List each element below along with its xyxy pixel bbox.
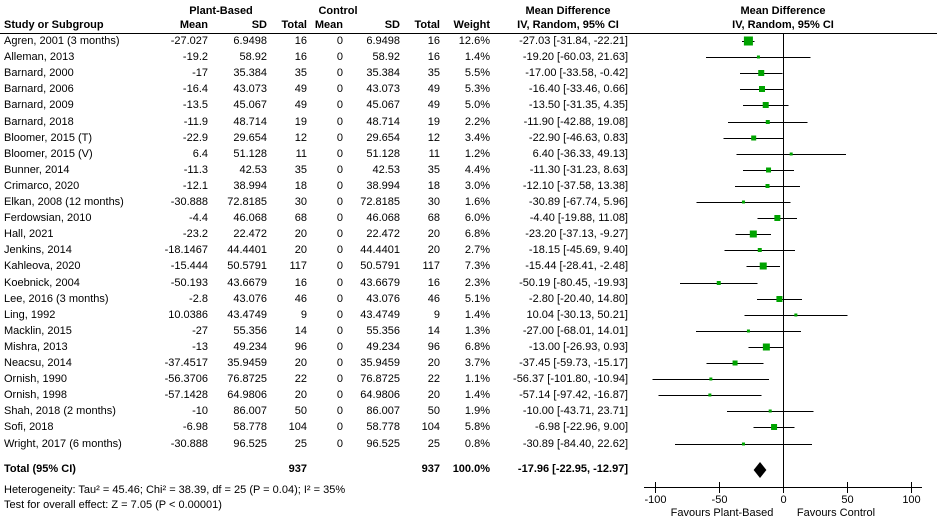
mean2-cell: 0 [336, 131, 343, 144]
sd1-cell: 35.9459 [227, 357, 267, 369]
sd1-cell: 22.472 [233, 228, 267, 241]
weight-cell: 6.8% [464, 228, 490, 241]
effect-square-marker [744, 37, 753, 46]
sd1-cell: 50.5791 [227, 260, 267, 273]
ci-cell: -27.03 [-31.84, -22.21] [519, 35, 628, 47]
sd2-cell: 48.714 [366, 115, 400, 128]
weight-cell: 12.6% [458, 35, 490, 47]
n2-cell: 18 [427, 179, 440, 192]
study-name-cell: Kahleova, 2020 [4, 260, 81, 273]
ctrl-sd-header: SD [384, 19, 400, 31]
n2-cell: 14 [427, 324, 440, 337]
ci-cell: -13.50 [-31.35, 4.35] [528, 99, 628, 112]
effect-square-marker [742, 443, 745, 446]
total-weight: 100.0% [452, 463, 490, 475]
effect-square-marker [774, 215, 780, 221]
effect-square-marker [751, 136, 756, 141]
mean2-cell: 0 [336, 115, 343, 128]
n2-cell: 16 [427, 276, 440, 289]
weight-cell: 1.9% [464, 405, 490, 418]
mean1-cell: -30.888 [170, 196, 208, 208]
mean2-cell: 0 [336, 196, 343, 208]
mean2-cell: 0 [336, 276, 343, 289]
sd1-cell: 72.8185 [227, 196, 267, 208]
sd2-cell: 64.9806 [360, 389, 400, 402]
n2-cell: 68 [427, 212, 440, 225]
sd1-cell: 43.073 [233, 83, 267, 96]
n1-cell: 12 [294, 131, 307, 144]
mean2-cell: 0 [336, 35, 343, 47]
ci-cell: -10.00 [-43.71, 23.71] [522, 405, 628, 418]
sd1-cell: 58.778 [233, 421, 267, 434]
n2-cell: 20 [427, 357, 440, 369]
mean1-cell: -2.8 [189, 292, 208, 305]
sd2-cell: 43.6679 [360, 276, 400, 289]
study-name-cell: Macklin, 2015 [4, 324, 72, 337]
sd2-cell: 6.9498 [366, 35, 400, 47]
ci-cell: -13.00 [-26.93, 0.93] [528, 340, 628, 353]
weight-cell: 5.0% [464, 99, 490, 112]
n2-cell: 30 [427, 196, 440, 208]
mean1-cell: -13 [192, 340, 208, 353]
mean1-cell: -57.1428 [164, 389, 208, 402]
x-axis-tick-label: 50 [841, 494, 854, 506]
weight-cell: 2.2% [464, 115, 490, 128]
sd2-cell: 50.5791 [360, 260, 400, 273]
ci-cell: -37.45 [-59.73, -15.17] [519, 357, 628, 369]
n2-cell: 20 [427, 244, 440, 257]
weight-cell: 1.4% [464, 308, 490, 321]
weight-cell: 1.3% [464, 324, 490, 337]
mean1-cell: -6.98 [182, 421, 208, 434]
mean1-cell: -16.4 [182, 83, 208, 96]
study-name-cell: Agren, 2001 (3 months) [4, 35, 120, 47]
effect-square-marker [766, 120, 770, 124]
sd2-cell: 42.53 [372, 163, 400, 176]
sd1-cell: 43.4749 [227, 308, 267, 321]
n1-cell: 9 [300, 308, 307, 321]
ci-cell: 10.04 [-30.13, 50.21] [526, 308, 628, 321]
n1-cell: 22 [294, 373, 307, 386]
ci-cell: -18.15 [-45.69, 9.40] [528, 244, 628, 257]
weight-cell: 2.3% [464, 276, 490, 289]
n2-cell: 46 [427, 292, 440, 305]
effect-square-marker [760, 263, 767, 270]
mean2-cell: 0 [336, 83, 343, 96]
mean2-cell: 0 [336, 244, 343, 257]
sd1-cell: 64.9806 [227, 389, 267, 402]
sd2-cell: 46.068 [366, 212, 400, 225]
study-name-cell: Barnard, 2009 [4, 99, 74, 112]
ci-cell: -16.40 [-33.46, 0.66] [528, 83, 628, 96]
study-name-cell: Ornish, 1998 [4, 389, 67, 402]
sd2-cell: 43.076 [366, 292, 400, 305]
weight-cell: 1.4% [464, 51, 490, 64]
sd1-cell: 38.994 [233, 179, 267, 192]
mean1-cell: 10.0386 [168, 308, 208, 321]
mean2-cell: 0 [336, 51, 343, 64]
sd2-cell: 22.472 [366, 228, 400, 241]
study-name-cell: Lee, 2016 (3 months) [4, 292, 109, 305]
sd2-cell: 44.4401 [360, 244, 400, 257]
ci-cell: -12.10 [-37.58, 13.38] [522, 179, 628, 192]
n2-cell: 35 [427, 163, 440, 176]
sd1-cell: 43.076 [233, 292, 267, 305]
mean2-cell: 0 [336, 308, 343, 321]
n2-cell: 16 [427, 35, 440, 47]
effect-square-marker [766, 168, 771, 173]
sd2-cell: 58.92 [372, 51, 400, 64]
sd1-cell: 76.8725 [227, 373, 267, 386]
effect-square-marker [766, 184, 770, 188]
mean2-cell: 0 [336, 179, 343, 192]
ci-cell: -22.90 [-46.63, 0.83] [528, 131, 628, 144]
effect-square-marker [771, 424, 777, 430]
mean1-cell: -15.444 [170, 260, 208, 273]
study-name-cell: Hall, 2021 [4, 228, 54, 241]
mean1-cell: -13.5 [182, 99, 208, 112]
mean1-cell: -4.4 [189, 212, 208, 225]
study-name-cell: Ornish, 1990 [4, 373, 67, 386]
mean1-cell: -27.027 [170, 35, 208, 47]
ci-cell: -56.37 [-101.80, -10.94] [513, 373, 628, 386]
n1-cell: 20 [294, 389, 307, 402]
n2-cell: 19 [427, 115, 440, 128]
sd2-cell: 58.778 [366, 421, 400, 434]
study-name-cell: Barnard, 2018 [4, 115, 74, 128]
mean2-cell: 0 [336, 228, 343, 241]
n2-cell: 20 [427, 389, 440, 402]
effect-square-marker [747, 330, 750, 333]
n1-cell: 14 [294, 324, 307, 337]
sd1-cell: 48.714 [233, 115, 267, 128]
effect-square-marker [763, 344, 770, 351]
n1-cell: 20 [294, 228, 307, 241]
weight-cell: 1.4% [464, 389, 490, 402]
n2-cell: 96 [427, 340, 440, 353]
sd1-cell: 49.234 [233, 340, 267, 353]
study-name-cell: Bloomer, 2015 (V) [4, 147, 93, 160]
sd1-cell: 43.6679 [227, 276, 267, 289]
effect-square-marker [790, 153, 793, 156]
favours-right-label: Favours Control [796, 507, 876, 519]
weight-cell: 1.2% [464, 147, 490, 160]
mean1-cell: -17 [192, 67, 208, 80]
favours-left-label: Favours Plant-Based [670, 507, 774, 519]
effect-square-marker [733, 361, 738, 366]
sd1-cell: 86.007 [233, 405, 267, 418]
n2-cell: 9 [433, 308, 440, 321]
mean2-cell: 0 [336, 212, 343, 225]
x-axis-tick-label: -50 [711, 494, 728, 506]
study-name-cell: Barnard, 2006 [4, 83, 74, 96]
total-ctrl-n: 937 [421, 463, 440, 475]
study-name-cell: Neacsu, 2014 [4, 357, 72, 369]
n1-cell: 46 [294, 292, 307, 305]
n1-cell: 104 [288, 421, 307, 434]
study-name-cell: Ling, 1992 [4, 308, 56, 321]
mean2-cell: 0 [336, 405, 343, 418]
n1-cell: 49 [294, 99, 307, 112]
ci-cell: -27.00 [-68.01, 14.01] [522, 324, 628, 337]
weight-cell: 5.1% [464, 292, 490, 305]
sd2-cell: 35.9459 [360, 357, 400, 369]
n2-cell: 20 [427, 228, 440, 241]
study-name-cell: Sofi, 2018 [4, 421, 54, 434]
pb-total-header: Total [281, 19, 307, 31]
mean1-cell: -27 [192, 324, 208, 337]
sd1-cell: 35.384 [233, 67, 267, 80]
effect-square-marker [709, 378, 712, 381]
mean1-cell: -18.1467 [164, 244, 208, 257]
n2-cell: 35 [427, 67, 440, 80]
sd1-cell: 46.068 [233, 212, 267, 225]
n1-cell: 68 [294, 212, 307, 225]
group2-header: Control [318, 5, 358, 17]
effect-square-marker [742, 201, 745, 204]
n1-cell: 35 [294, 67, 307, 80]
mean2-cell: 0 [336, 389, 343, 402]
mean2-cell: 0 [336, 292, 343, 305]
n2-cell: 117 [422, 260, 440, 273]
ci-cell: -17.00 [-33.58, -0.42] [525, 67, 628, 80]
weight-cell: 5.3% [464, 83, 490, 96]
sd2-cell: 76.8725 [360, 373, 400, 386]
weight-cell: 3.4% [464, 131, 490, 144]
n1-cell: 20 [294, 357, 307, 369]
n1-cell: 18 [294, 179, 307, 192]
study-col-header: Study or Subgroup [4, 19, 104, 31]
effect-square-marker [758, 248, 762, 252]
sd2-cell: 43.073 [366, 83, 400, 96]
ctrl-mean-header: Mean [314, 19, 343, 31]
n2-cell: 25 [427, 437, 440, 450]
n2-cell: 22 [427, 373, 440, 386]
pb-sd-header: SD [251, 19, 267, 31]
n1-cell: 20 [294, 244, 307, 257]
md-plot-subtitle: IV, Random, 95% CI [732, 19, 834, 31]
weight-cell: 6.0% [464, 212, 490, 225]
n2-cell: 104 [421, 421, 440, 434]
study-name-cell: Shah, 2018 (2 months) [4, 405, 116, 418]
study-name-cell: Ferdowsian, 2010 [4, 212, 92, 225]
total-ci-text: -17.96 [-22.95, -12.97] [517, 463, 628, 475]
sd2-cell: 43.4749 [360, 308, 400, 321]
ci-cell: 6.40 [-36.33, 49.13] [532, 147, 628, 160]
n1-cell: 11 [295, 147, 307, 160]
ci-cell: -11.30 [-31.23, 8.63] [529, 163, 628, 176]
effect-square-marker [769, 410, 772, 413]
mean1-cell: -19.2 [182, 51, 208, 64]
study-name-cell: Crimarco, 2020 [4, 179, 80, 192]
mean1-cell: -23.2 [182, 228, 208, 241]
effect-square-marker [776, 296, 782, 302]
x-axis-tick-label: 100 [902, 494, 921, 506]
sd2-cell: 29.654 [366, 131, 400, 144]
effect-square-marker [794, 314, 797, 317]
effect-square-marker [750, 231, 757, 238]
heterogeneity-text: Heterogeneity: Tau² = 45.46; Chi² = 38.39, df = 25 (P = 0.04); I² = 35% [4, 484, 346, 496]
ci-cell: -2.80 [-20.40, 14.80] [528, 292, 628, 305]
ci-cell: -15.44 [-28.41, -2.48] [525, 260, 628, 273]
mean1-cell: -37.4517 [164, 357, 208, 369]
n2-cell: 16 [427, 51, 440, 64]
mean2-cell: 0 [336, 421, 343, 434]
study-name-cell: Mishra, 2013 [4, 340, 68, 353]
md-column-title: Mean Difference [525, 5, 611, 17]
n2-cell: 49 [427, 99, 440, 112]
md-plot-title: Mean Difference [740, 5, 826, 17]
ci-cell: -50.19 [-80.45, -19.93] [519, 276, 628, 289]
mean1-cell: -22.9 [182, 131, 208, 144]
md-column-subtitle: IV, Random, 95% CI [517, 19, 619, 31]
mean1-cell: -50.193 [170, 276, 208, 289]
weight-cell: 1.6% [464, 196, 490, 208]
ci-cell: -30.89 [-84.40, 22.62] [522, 437, 628, 450]
ci-cell: -30.89 [-67.74, 5.96] [528, 196, 628, 208]
n1-cell: 117 [289, 260, 307, 273]
sd2-cell: 45.067 [366, 99, 400, 112]
pb-mean-header: Mean [179, 19, 208, 31]
n1-cell: 96 [294, 340, 307, 353]
n1-cell: 50 [294, 405, 307, 418]
effect-square-marker [708, 394, 711, 397]
sd2-cell: 51.128 [366, 147, 400, 160]
study-name-cell: Wright, 2017 (6 months) [4, 437, 122, 450]
mean1-cell: -11.3 [183, 163, 208, 176]
ci-cell: -6.98 [-22.96, 9.00] [535, 421, 628, 434]
effect-square-marker [757, 56, 760, 59]
mean1-cell: 6.4 [192, 147, 208, 160]
n1-cell: 49 [294, 83, 307, 96]
sd1-cell: 55.356 [233, 324, 267, 337]
ci-cell: -57.14 [-97.42, -16.87] [519, 389, 628, 402]
n2-cell: 49 [427, 83, 440, 96]
study-name-cell: Elkan, 2008 (12 months) [4, 196, 124, 208]
sd2-cell: 72.8185 [360, 196, 400, 208]
sd2-cell: 49.234 [366, 340, 400, 353]
weight-cell: 0.8% [464, 437, 490, 450]
x-axis-tick-label: 0 [780, 494, 787, 506]
sd1-cell: 96.525 [233, 437, 267, 450]
sd1-cell: 42.53 [239, 163, 267, 176]
weight-cell: 5.8% [464, 421, 490, 434]
n2-cell: 12 [427, 131, 440, 144]
ci-cell: -19.20 [-60.03, 21.63] [522, 51, 628, 64]
mean1-cell: -10 [192, 405, 208, 418]
mean2-cell: 0 [336, 437, 343, 450]
weight-cell: 3.7% [464, 357, 490, 369]
weight-cell: 3.0% [464, 179, 490, 192]
x-axis-tick-label: -100 [644, 494, 667, 506]
sd1-cell: 58.92 [239, 51, 267, 64]
n1-cell: 16 [294, 35, 307, 47]
effect-square-marker [763, 102, 769, 108]
mean2-cell: 0 [336, 324, 343, 337]
sd1-cell: 29.654 [233, 131, 267, 144]
mean1-cell: -30.888 [170, 437, 208, 450]
mean2-cell: 0 [336, 67, 343, 80]
ci-cell: -11.90 [-42.88, 19.08] [523, 115, 628, 128]
sd2-cell: 96.525 [366, 437, 400, 450]
n1-cell: 25 [294, 437, 307, 450]
n1-cell: 16 [294, 51, 307, 64]
mean1-cell: -56.3706 [164, 373, 208, 386]
sd2-cell: 86.007 [366, 405, 400, 418]
n2-cell: 50 [427, 405, 440, 418]
mean1-cell: -11.9 [183, 115, 208, 128]
weight-cell: 2.7% [464, 244, 490, 257]
sd1-cell: 44.4401 [227, 244, 267, 257]
study-name-cell: Barnard, 2000 [4, 67, 74, 80]
sd2-cell: 38.994 [366, 179, 400, 192]
n1-cell: 35 [294, 163, 307, 176]
study-name-cell: Jenkins, 2014 [4, 244, 72, 257]
ci-cell: -4.40 [-19.88, 11.08] [529, 212, 628, 225]
n1-cell: 30 [294, 196, 307, 208]
sd2-cell: 55.356 [366, 324, 400, 337]
group1-header: Plant-Based [189, 5, 253, 17]
weight-header: Weight [453, 19, 490, 31]
weight-cell: 6.8% [464, 340, 490, 353]
weight-cell: 4.4% [464, 163, 490, 176]
mean2-cell: 0 [336, 163, 343, 176]
sd1-cell: 6.9498 [233, 35, 267, 47]
mean2-cell: 0 [336, 260, 343, 273]
sd1-cell: 45.067 [233, 99, 267, 112]
mean2-cell: 0 [336, 147, 343, 160]
total-pb-n: 937 [288, 463, 307, 475]
total-label: Total (95% CI) [4, 463, 76, 475]
mean2-cell: 0 [336, 99, 343, 112]
effect-square-marker [758, 70, 764, 76]
n2-cell: 11 [428, 147, 440, 160]
mean1-cell: -12.1 [182, 179, 208, 192]
weight-cell: 7.3% [464, 260, 490, 273]
weight-cell: 5.5% [464, 67, 490, 80]
effect-square-marker [717, 281, 721, 285]
study-name-cell: Bunner, 2014 [4, 163, 70, 176]
study-name-cell: Alleman, 2013 [4, 51, 75, 64]
mean2-cell: 0 [336, 340, 343, 353]
n1-cell: 16 [294, 276, 307, 289]
overall-effect-text: Test for overall effect: Z = 7.05 (P < 0.00001) [4, 499, 222, 511]
effect-square-marker [759, 86, 765, 92]
sd2-cell: 35.384 [366, 67, 400, 80]
sd1-cell: 51.128 [233, 147, 267, 160]
n1-cell: 19 [294, 115, 307, 128]
total-diamond [754, 462, 767, 478]
mean2-cell: 0 [336, 357, 343, 369]
mean2-cell: 0 [336, 373, 343, 386]
weight-cell: 1.1% [464, 373, 490, 386]
ctrl-total-header: Total [414, 19, 440, 31]
ci-cell: -23.20 [-37.13, -9.27] [525, 228, 628, 241]
study-name-cell: Bloomer, 2015 (T) [4, 131, 93, 144]
study-name-cell: Koebnick, 2004 [4, 276, 80, 289]
